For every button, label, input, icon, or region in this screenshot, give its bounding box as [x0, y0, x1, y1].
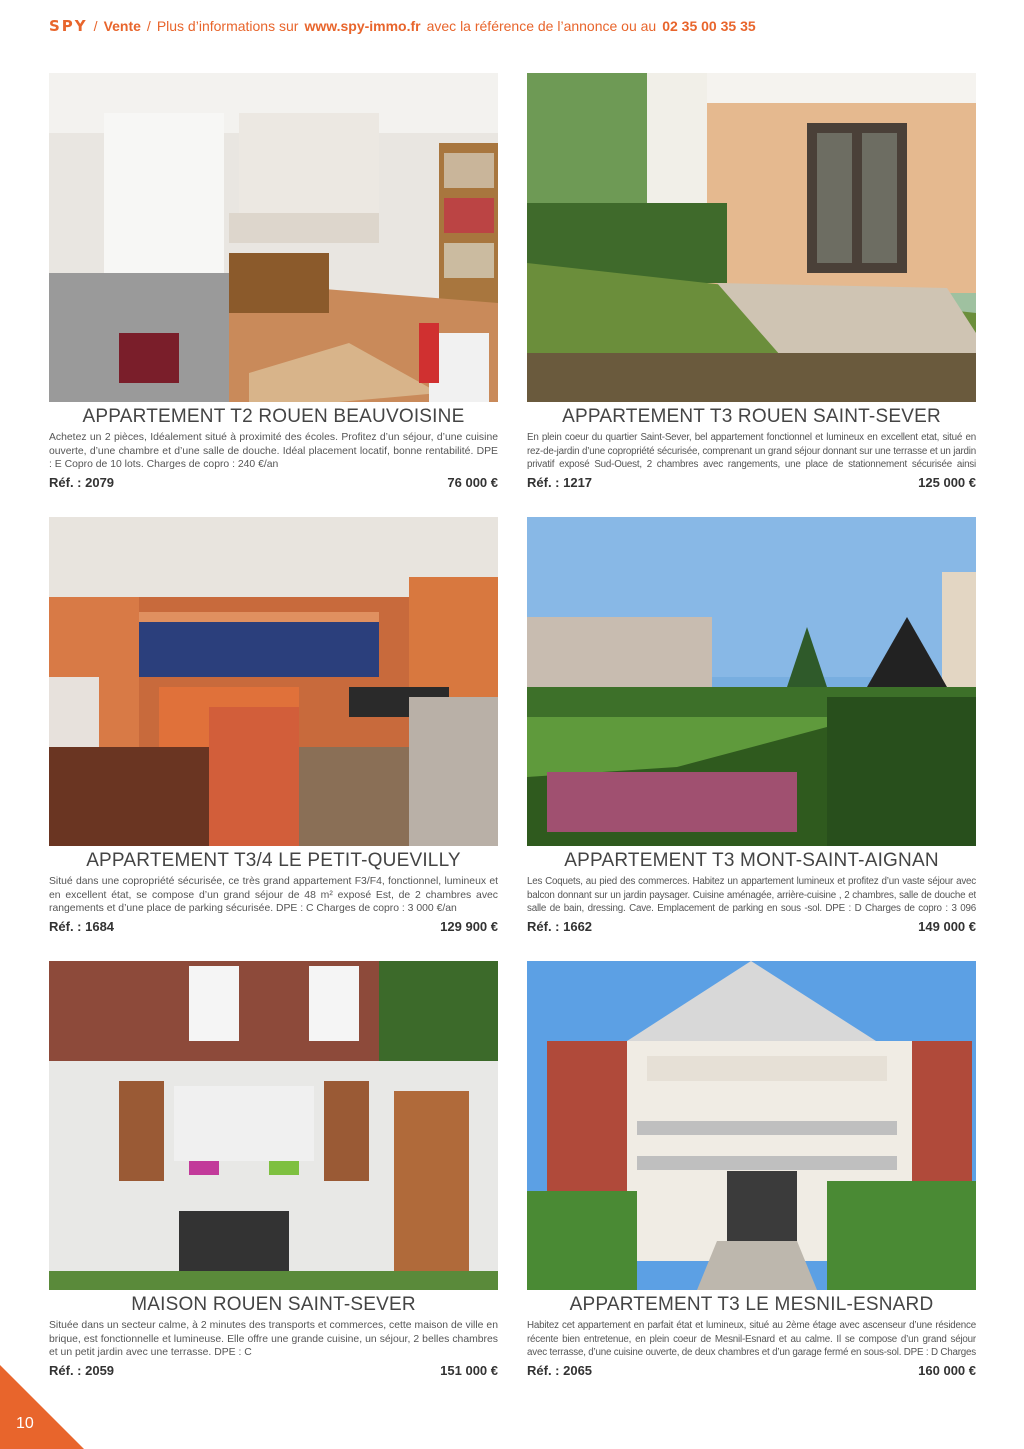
- listing-card[interactable]: [527, 517, 976, 934]
- listing-reference: Réf. : 1684: [49, 919, 115, 934]
- listing-photo[interactable]: [527, 73, 976, 402]
- listing-title: APPARTEMENT T3 ROUEN SAINT-SEVER: [562, 406, 941, 427]
- listing-reference: Réf. : 2059: [49, 1363, 115, 1378]
- listing-description: En plein coeur du quartier Saint-Sever, bel appartement fonctionnel et lumineux en excellent etat, situé en rez-de-jardin d’une copropriété sécurisée, comprenant un grand séjour donnant sur une terrasse et un jardin privatif exposé Sud-Ouest, 2 chambres avec rangements, une place de stationnement sécurisée ainsi: [527, 432, 976, 471]
- listing-title: APPARTEMENT T3 MONT-SAINT-AIGNAN: [564, 850, 939, 871]
- info-middle: avec la référence de l’annonce ou au: [426, 18, 657, 34]
- listing-description: Habitez cet appartement en parfait état et lumineux, situé au 2ème étage avec ascenseur d’une résidence récente bien entretenue, en plein coeur de Mesnil-Esnard et au calme. Il se compose d’un grand séjour avec terrasse, d’une cuisine ouverte, de deux chambres et d’un garage fermé en sous-sol. DPE : D Charges: [527, 1320, 976, 1359]
- listing-description: Situé dans une copropriété sécurisée, ce très grand appartement F3/F4, fonctionnel, lumineux et en excellent état, se compose d’un grand séjour de 48 m² exposé Est, de 2 chambres avec rangements et d’une place de parking sécurisée. DPE : C Charges de copro : 3 000 €/an: [49, 876, 498, 915]
- listing-reference: Réf. : 1217: [527, 475, 593, 490]
- listing-card[interactable]: [49, 517, 498, 934]
- listing-title: MAISON ROUEN SAINT-SEVER: [131, 1294, 416, 1315]
- listing-photo[interactable]: [527, 961, 976, 1290]
- listing-description: Située dans un secteur calme, à 2 minutes des transports et commerces, cette maison de ville en brique, est fonctionnelle et lumineuse. Elle offre une grande cuisine, un séjour, 2 belles chambres et un petit jardin avec une terrasse. DPE : C: [49, 1320, 498, 1359]
- page-header: [49, 16, 756, 36]
- phone-number[interactable]: 02 35 00 35 35: [662, 18, 756, 34]
- listing-price: 160 000 €: [918, 1363, 976, 1378]
- listing-title: APPARTEMENT T2 ROUEN BEAUVOISINE: [82, 406, 465, 427]
- listing-photo[interactable]: [49, 517, 498, 846]
- listing-card[interactable]: [527, 73, 976, 490]
- listing-price: 149 000 €: [918, 919, 976, 934]
- listing-reference: Réf. : 2079: [49, 475, 115, 490]
- header-separator: /: [146, 18, 151, 34]
- listing-card[interactable]: [49, 73, 498, 490]
- listing-photo[interactable]: [49, 73, 498, 402]
- spy-logo: SPY: [49, 17, 88, 35]
- listing-photo[interactable]: [49, 961, 498, 1290]
- listing-card[interactable]: [527, 961, 976, 1378]
- section-label: Vente: [103, 18, 141, 34]
- listing-reference: Réf. : 1662: [527, 919, 593, 934]
- listing-price: 125 000 €: [918, 475, 976, 490]
- listing-title: APPARTEMENT T3/4 LE PETIT-QUEVILLY: [86, 850, 461, 871]
- listing-title: APPARTEMENT T3 LE MESNIL-ESNARD: [569, 1294, 934, 1315]
- page-number: 10: [16, 1415, 34, 1432]
- listing-description: Achetez un 2 pièces, Idéalement situé à proximité des écoles. Profitez d’un séjour, d’une cuisine ouverte, d’une chambre et d’une salle de douche. Idéal placement locatif, bonne rentabilité. DPE : E Copro de 10 lots. Charges de copro : 240 €/an: [49, 432, 498, 471]
- page-number-corner: [0, 1365, 84, 1449]
- info-prefix: Plus d’informations sur: [156, 18, 299, 34]
- listing-reference: Réf. : 2065: [527, 1363, 593, 1378]
- listing-photo[interactable]: [527, 517, 976, 846]
- listing-price: 129 900 €: [440, 919, 498, 934]
- website-link[interactable]: www.spy-immo.fr: [304, 18, 421, 34]
- listing-card[interactable]: [49, 961, 498, 1378]
- listing-description: Les Coquets, au pied des commerces. Habitez un appartement lumineux et profitez d’un vaste séjour avec balcon donnant sur un jardin paysager. Cuisine aménagée, arrière-cuisine , 2 chambres, salle de douche et salle de bain, dressing. Cave. Emplacement de parking en sous -sol. DPE : D Charges de copro : 3 096: [527, 876, 976, 915]
- header-separator: /: [93, 18, 98, 34]
- listing-price: 76 000 €: [447, 475, 498, 490]
- listing-price: 151 000 €: [440, 1363, 498, 1378]
